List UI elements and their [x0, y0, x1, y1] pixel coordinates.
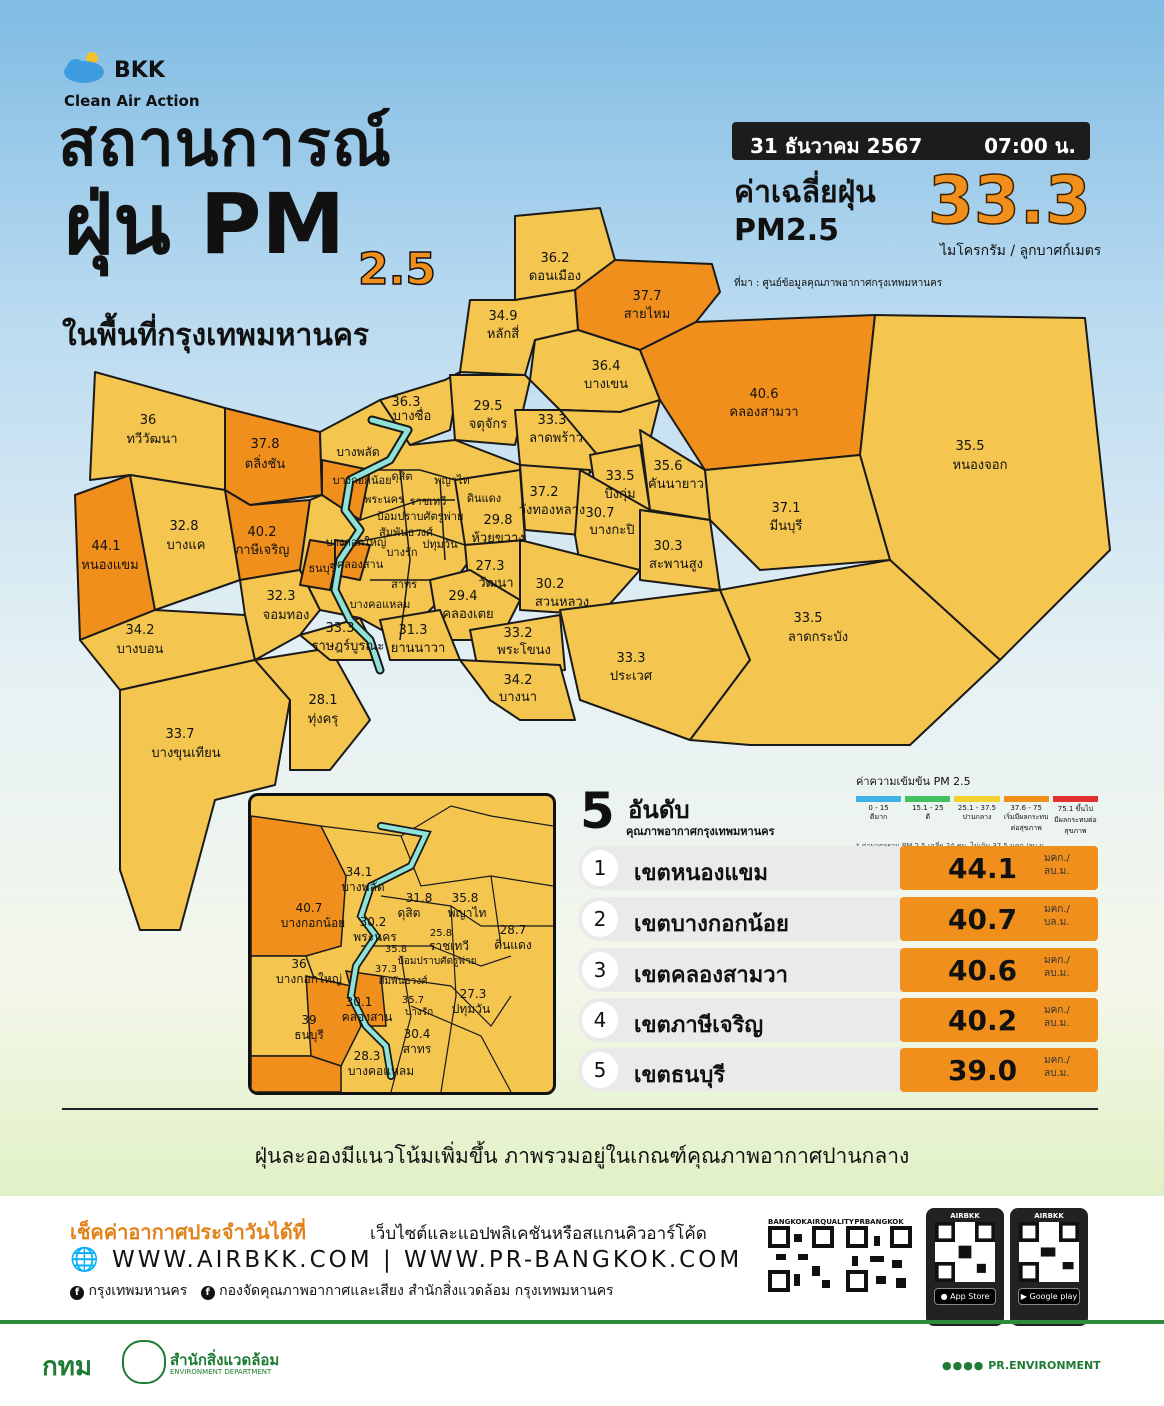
label-ladprao-name: ลาดพร้าว	[529, 431, 583, 446]
inset-thonburi-value: 39	[301, 1013, 317, 1027]
label-khlongsamwa-name: คลองสามวา	[729, 405, 799, 420]
app-label: AIRBKK	[1034, 1212, 1064, 1220]
inset-bangrak-value: 35.7	[401, 995, 425, 1006]
average-label-line2: PM2.5	[734, 212, 839, 248]
label-latkrabang-value: 33.5	[793, 611, 823, 626]
pm25-legend	[856, 772, 1098, 852]
googleplay-label: Google play	[1029, 1292, 1078, 1301]
label-phasicharoen-value: 40.2	[247, 525, 277, 540]
label-khannayao-name: คันนายาว	[648, 477, 704, 492]
label-central-sathon: สาทร	[390, 578, 418, 591]
label-minburi-value: 37.1	[771, 501, 801, 516]
label-buengkum-value: 33.5	[605, 469, 635, 484]
inset-ratchathewi-name: ราชเทวี	[428, 939, 470, 953]
label-bangkhae-name: บางแค	[166, 538, 206, 553]
inset-sathon-value: 30.4	[403, 1027, 431, 1041]
label-wangthonglang-value: 37.2	[529, 485, 559, 500]
bma-logo-text: กทม	[42, 1352, 93, 1382]
website-links	[70, 1246, 742, 1273]
facebook-icon: f	[201, 1286, 215, 1300]
app-download-card-googleplay[interactable]	[1010, 1208, 1088, 1326]
label-central-thonburi: ธนบุรี	[308, 562, 336, 575]
rank-value-box	[900, 948, 1098, 992]
rank-badge: 2	[582, 901, 618, 937]
label-central-dindaeng: ดินแดง	[466, 492, 502, 505]
rank-unit: มคก./ บล.ม.	[1044, 904, 1070, 928]
label-suanluang-value: 30.2	[535, 577, 565, 592]
label-laksi-value: 34.9	[488, 309, 518, 324]
inset-bangphlat-value: 34.1	[345, 865, 373, 879]
qr-bangkokairquality[interactable]	[768, 1218, 854, 1296]
brand-tagline: Clean Air Action	[64, 92, 200, 110]
label-ladprao-value: 33.3	[537, 413, 567, 428]
inset-dindaeng-value: 28.7	[499, 923, 527, 937]
label-central-pomprap: ป้อมปราบศัตรูพ่าย	[376, 510, 464, 523]
label-thawiwatthana-name: ทวีวัฒนา	[126, 432, 178, 447]
label-phrakhanong-name: พระโขนง	[497, 643, 551, 658]
label-bangna-name: บางนา	[498, 690, 538, 705]
label-bangsue-value: 36.3	[391, 395, 421, 410]
label-central-phayathai: พญาไท	[434, 474, 470, 487]
title-subscript: 2.5	[358, 244, 436, 295]
rank-district-name: เขตภาษีเจริญ	[634, 1013, 764, 1038]
social-handle	[942, 1359, 1101, 1372]
legend-bar-4	[1004, 796, 1049, 802]
ranking-row-3	[578, 948, 1098, 992]
qr-label: BANGKOKAIRQUALITY	[768, 1218, 854, 1226]
qr-code-icon	[846, 1226, 912, 1292]
inset-bangkoknoi-name: บางกอกน้อย	[280, 916, 346, 930]
label-central-bangrak: บางรัก	[386, 546, 418, 559]
facebook-links	[70, 1280, 614, 1302]
inset-bangphlat-name: บางพลัด	[341, 880, 385, 894]
check-heading: เช็คค่าอากาศประจำวันได้ที่	[70, 1220, 306, 1244]
label-yannawa-name: ยานนาวา	[390, 641, 446, 656]
inset-phayathai-name: พญาไท	[447, 906, 487, 920]
label-central-khlongsan: คลองสาน	[336, 558, 384, 571]
label-bangkhae-value: 32.8	[169, 519, 199, 534]
central-inset-map	[248, 793, 556, 1095]
label-khannayao-value: 35.6	[653, 459, 683, 474]
label-huaykhwang-value: 29.8	[483, 513, 513, 528]
label-thungkhru-name: ทุ่งครุ	[307, 712, 339, 727]
app-label: AIRBKK	[950, 1212, 980, 1220]
appstore-badge[interactable]	[934, 1288, 996, 1305]
ranking-row-1	[578, 846, 1098, 890]
label-phrakhanong-value: 33.2	[503, 626, 533, 641]
ranking-row-4	[578, 998, 1098, 1042]
label-suanluang-name: สวนหลวง	[534, 595, 590, 610]
label-yannawa-value: 31.3	[398, 623, 428, 638]
label-bangna-value: 34.2	[503, 673, 533, 688]
rank-district-name: เขตหนองแขม	[634, 861, 769, 886]
label-buengkum-name: บึงกุ่ม	[604, 487, 636, 502]
legend-level-4: 37.6 - 75 เริ่มมีผลกระทบต่อสุขภาพ	[1003, 804, 1049, 832]
legend-bars	[856, 796, 1098, 802]
label-chatuchak-value: 29.5	[473, 399, 503, 414]
rank-unit: มคก./ ลบ.ม.	[1044, 955, 1070, 979]
website-link-airbkk[interactable]: WWW.AIRBKK.COM	[111, 1247, 373, 1273]
label-donmueang-name: ดอนเมือง	[528, 269, 582, 284]
inset-pathumwan-value: 27.3	[459, 987, 487, 1001]
label-thawiwatthana-value: 36	[139, 413, 157, 428]
inset-bangrak-name: บางรัก	[404, 1007, 434, 1018]
website-separator: |	[382, 1247, 394, 1273]
ranking-row-5	[578, 1048, 1098, 1092]
average-label-line1: ค่าเฉลี่ยฝุ่น	[734, 175, 876, 210]
label-laksi-name: หลักสี่	[486, 327, 520, 342]
label-nongchok-value: 35.5	[955, 439, 985, 454]
title-line1: สถานการณ์	[58, 107, 392, 181]
rank-value: 40.7	[948, 903, 1018, 936]
inset-dindaeng-name: ดินแดง	[494, 938, 532, 952]
apple-icon: ●	[940, 1292, 948, 1301]
label-saimai-value: 37.7	[632, 289, 662, 304]
legend-bar-5	[1053, 796, 1098, 802]
inset-khlongsan-name: คลองสาน	[341, 1010, 393, 1024]
label-central-bangphlat: บางพลัด	[336, 445, 380, 459]
inset-ratchathewi-value: 25.8	[429, 928, 453, 939]
rank-badge: 4	[582, 1002, 618, 1038]
label-prawet-name: ประเวศ	[609, 669, 653, 684]
rank-value-box	[900, 998, 1098, 1042]
rank-badge: 1	[582, 850, 618, 886]
ranking-number: 5	[580, 782, 615, 840]
check-subheading: เว็บไซต์และแอปพลิเคชันหรือสแกนคิวอาร์โค้ด	[370, 1224, 707, 1244]
rank-unit: มคก./ ลบ.ม.	[1044, 853, 1070, 877]
label-latkrabang-name: ลาดกระบัง	[787, 630, 849, 645]
label-bangsue-name: บางซื่อ	[392, 409, 432, 424]
inset-thonburi-name: ธนบุรี	[294, 1028, 324, 1042]
facebook-icon: f	[70, 1286, 84, 1300]
legend-bar-1	[856, 796, 901, 802]
label-minburi-name: มีนบุรี	[769, 519, 803, 534]
label-saphansung-name: สะพานสูง	[649, 557, 703, 572]
rank-unit: มคก./ ลบ.ม.	[1044, 1005, 1070, 1029]
inset-bangkholaem-name: บางคอแหลม	[347, 1064, 415, 1078]
inset-dusit-value: 31.8	[405, 891, 433, 905]
inset-phranakhon-name: พระนคร	[353, 930, 397, 944]
label-bangkhen-name: บางเขน	[583, 377, 629, 392]
district-thawiwatthana	[90, 372, 225, 490]
ranking-row-2	[578, 897, 1098, 941]
app-download-card-appstore[interactable]	[926, 1208, 1004, 1326]
rank-value-box	[900, 846, 1098, 890]
label-nongkhaem-name: หนองแขม	[81, 558, 139, 573]
report-date: 31 ธันวาคม 2567	[750, 134, 923, 158]
title-line2: ฝุ่น PM	[64, 175, 346, 273]
rank-unit: มคก./ ลบ.ม.	[1044, 1055, 1070, 1079]
label-bangbon-name: บางบอน	[116, 642, 164, 657]
label-central-bangkholaem: บางคอแหลม	[349, 598, 411, 611]
googleplay-badge[interactable]	[1018, 1288, 1080, 1305]
label-khlongtoei-name: คลองเตย	[442, 607, 494, 622]
rank-value: 44.1	[948, 852, 1018, 885]
label-thungkhru-value: 28.1	[308, 693, 338, 708]
qr-code-icon	[935, 1222, 995, 1282]
social-handle-text: PR.ENVIRONMENT	[988, 1359, 1101, 1372]
label-central-samphanthawong: สัมพันธวงศ์	[379, 526, 433, 539]
inset-phayathai-value: 35.8	[451, 891, 479, 905]
rank-badge: 5	[582, 1052, 618, 1088]
label-central-dusit: ดุสิต	[391, 470, 413, 483]
inset-samphanthawong-value: 37.3	[374, 964, 398, 975]
label-bangkhen-value: 36.4	[591, 359, 621, 374]
label-nongchok-name: หนองจอก	[952, 458, 1008, 473]
rank-district-name: เขตคลองสามวา	[634, 963, 788, 988]
label-central-bangkokyai: บางกอกใหญ่	[325, 536, 387, 549]
label-chatuchak-name: จตุจักร	[468, 417, 508, 432]
rank-value-box	[900, 1048, 1098, 1092]
label-central-pathumwan: ปทุมวัน	[422, 538, 458, 551]
rank-district-name: เขตธนบุรี	[634, 1063, 726, 1088]
summary-text: ฝุ่นละอองมีแนวโน้มเพิ่มขึ้น ภาพรวมอยู่ในเกณฑ์คุณภาพอากาศปานกลาง	[254, 1144, 910, 1168]
inset-khlongsan-value: 30.1	[345, 995, 373, 1009]
legend-title: ค่าความเข้มข้น PM 2.5	[856, 775, 971, 788]
label-bangkapi-name: บางกะปิ	[589, 523, 635, 538]
ranking-subtitle: คุณภาพอากาศกรุงเทพมหานคร	[626, 825, 775, 838]
globe-icon: 🌐	[70, 1247, 102, 1273]
title-line3: ในพื้นที่กรุงเทพมหานคร	[62, 318, 370, 353]
inset-phranakhon-value: 30.2	[359, 915, 387, 929]
qr-code-icon	[768, 1226, 834, 1292]
label-talingchan-value: 37.8	[250, 437, 280, 452]
department-name-en: ENVIRONMENT DEPARTMENT	[170, 1368, 272, 1376]
inset-pathumwan-name: ปทุมวัน	[451, 1002, 491, 1016]
social-icons: ●●●●	[942, 1359, 985, 1372]
play-icon: ▶	[1020, 1292, 1027, 1301]
inset-samphanthawong-name: สัมพันธวงศ์	[378, 976, 428, 987]
ranking-title: อันดับ	[628, 796, 690, 824]
appstore-label: App Store	[950, 1292, 990, 1301]
label-wangthonglang-name: วังทองหลาง	[518, 503, 586, 518]
legend-level-1: 0 - 15 ดีมาก	[868, 804, 889, 821]
label-saimai-name: สายไหม	[623, 307, 671, 322]
inset-bangkokyai-value: 36	[291, 957, 307, 971]
legend-level-3: 25.1 - 37.5 ปานกลาง	[957, 804, 997, 821]
inset-dusit-name: ดุสิต	[397, 906, 421, 920]
website-link-prbangkok[interactable]: WWW.PR-BANGKOK.COM	[404, 1247, 743, 1273]
data-source: ที่มา : ศูนย์ข้อมูลคุณภาพอากาศกรุงเทพมหานคร	[734, 278, 943, 289]
legend-labels	[856, 804, 1098, 837]
footer-green-line	[0, 1320, 1164, 1324]
label-prawet-value: 33.3	[616, 651, 646, 666]
label-saphansung-value: 30.3	[653, 539, 683, 554]
qr-code-icon	[1019, 1222, 1079, 1282]
inset-pomprap-value: 35.8	[384, 944, 408, 955]
bma-seal-icon	[122, 1340, 166, 1384]
inset-bangkholaem-value: 28.3	[353, 1049, 381, 1063]
label-bangkhunthian-name: บางขุนเทียน	[151, 746, 221, 761]
legend-bar-2	[905, 796, 950, 802]
inset-bangkokyai-name: บางกอกใหญ่	[276, 972, 342, 986]
qr-prbangkok[interactable]	[846, 1218, 912, 1296]
label-central-phranakhon: พระนคร	[364, 493, 404, 506]
inset-bangkoknoi-value: 40.7	[295, 901, 323, 915]
label-donmueang-value: 36.2	[540, 251, 570, 266]
inset-pomprap-name: ป้อมปราบศัตรูพ่าย	[397, 956, 477, 967]
label-central-ratchathewi: ราชเทวี	[409, 495, 447, 508]
average-value: 33.3	[928, 162, 1091, 239]
label-khlongtoei-value: 29.4	[448, 589, 478, 604]
label-watthana-name: วัฒนา	[478, 576, 514, 591]
label-chomthong-value: 32.3	[266, 589, 296, 604]
label-huaykhwang-name: ห้วยขวาง	[471, 531, 525, 546]
label-bangbon-value: 34.2	[125, 623, 155, 638]
label-ratburana-name: ราษฎร์บูรณะ	[311, 639, 385, 654]
inset-sathon-name: สาทร	[402, 1042, 432, 1056]
label-bangkhunthian-value: 33.7	[165, 727, 195, 742]
legend-level-5: 75.1 ขึ้นไป มีผลกระทบต่อสุขภาพ	[1054, 805, 1097, 835]
brand-name: BKK	[114, 58, 165, 83]
facebook-link-bangkok[interactable]: กรุงเทพมหานคร	[88, 1283, 188, 1299]
report-time: 07:00 น.	[984, 134, 1076, 158]
department-name: สำนักสิ่งแวดล้อม	[170, 1351, 280, 1369]
rank-district-name: เขตบางกอกน้อย	[634, 912, 789, 937]
rank-value: 39.0	[948, 1054, 1018, 1087]
inset-svg	[251, 796, 553, 1092]
rank-badge: 3	[582, 952, 618, 988]
facebook-link-dept[interactable]: กองจัดคุณภาพอากาศและเสียง สำนักสิ่งแวดล้อม กรุงเทพมหานคร	[219, 1283, 614, 1299]
label-phasicharoen-name: ภาษีเจริญ	[234, 543, 290, 558]
label-khlongsamwa-value: 40.6	[749, 387, 779, 402]
rank-value-box	[900, 897, 1098, 941]
label-chomthong-name: จอมทอง	[262, 608, 310, 623]
label-nongkhaem-value: 44.1	[91, 539, 121, 554]
section-divider	[62, 1108, 1098, 1110]
legend-bar-3	[954, 796, 999, 802]
label-ratburana-value: 33.3	[325, 621, 355, 636]
qr-label: PRBANGKOK	[854, 1218, 904, 1226]
label-central-bangkoknoi: บางกอกน้อย	[332, 474, 392, 487]
label-watthana-value: 27.3	[475, 559, 505, 574]
rank-value: 40.2	[948, 1004, 1018, 1037]
label-talingchan-name: ตลิ่งชัน	[244, 457, 286, 472]
legend-level-2: 15.1 - 25 ดี	[912, 804, 944, 821]
label-bangkapi-value: 30.7	[585, 506, 615, 521]
average-unit: ไมโครกรัม / ลูกบาศก์เมตร	[940, 243, 1102, 259]
rank-value: 40.6	[948, 954, 1018, 987]
